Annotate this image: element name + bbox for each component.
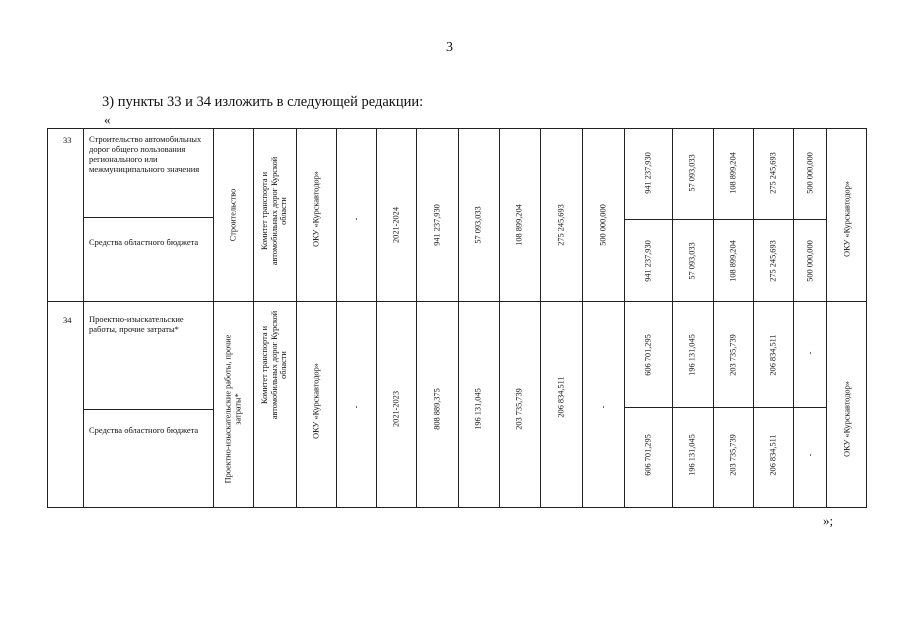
row-33-fin-top-3: 108 899,204 xyxy=(728,152,738,194)
row-34-fin-top-3: 203 735,739 xyxy=(728,334,738,376)
row-33-fin-top-4: 275 245,693 xyxy=(768,152,778,194)
row-34-dash: - xyxy=(351,405,361,409)
row-34-fin-top-4: 206 834,511 xyxy=(768,334,778,376)
row-33-total: 941 237,930 xyxy=(432,204,442,246)
row-33-recipient: ОКУ «Курскавтодор» xyxy=(842,181,852,257)
amendment-heading: 3) пункты 33 и 34 изложить в следующей редакции: xyxy=(102,94,424,110)
row-33-administrator: Комитет транспорта и автомобильных дорог Курской области xyxy=(259,156,288,266)
row-33-period: 2021-2024 xyxy=(391,207,401,243)
row-34-fin-top-2: 196 131,045 xyxy=(687,334,697,376)
program-table xyxy=(47,128,867,508)
row-33-year-4: 500 000,000 xyxy=(598,204,608,246)
row-33-fin-top-2: 57 093,033 xyxy=(687,154,697,192)
row-34-year-1: 196 131,045 xyxy=(473,388,483,430)
row-34-number: 34 xyxy=(63,315,72,325)
row-34-fin-bottom-2: 196 131,045 xyxy=(687,434,697,476)
row-34-year-2: 203 735,739 xyxy=(514,388,524,430)
row-33-fin-top-1: 941 237,930 xyxy=(643,152,653,194)
row-34-year-4: - xyxy=(598,405,608,409)
row-33-fin-bottom-4: 275 245,693 xyxy=(768,240,778,282)
row-33-executor: ОКУ «Курскавтодор» xyxy=(311,171,321,247)
row-34-executor: ОКУ «Курскавтодор» xyxy=(311,363,321,439)
row-34-recipient: ОКУ «Курскавтодор» xyxy=(842,381,852,457)
row-34-fin-top-5: - xyxy=(805,351,815,355)
row-33-fin-bottom-1: 941 237,930 xyxy=(643,240,653,282)
page-number: 3 xyxy=(446,40,453,55)
row-34-fin-bottom-3: 203 735,739 xyxy=(728,434,738,476)
row-33-name: Строительство автомобильных дорог общего пользования регионального или межмуниципального значения xyxy=(89,134,202,174)
row-33-fin-bottom-2: 57 093,033 xyxy=(687,242,697,280)
row-33-year-3: 275 245,693 xyxy=(556,204,566,246)
row-34-fin-bottom-1: 606 701,295 xyxy=(643,434,653,476)
row-34-administrator: Комитет транспорта и автомобильных дорог Курской области xyxy=(259,310,288,420)
row-33-year-2: 108 899,204 xyxy=(514,204,524,246)
row-34-work-type: Проектно-изыскательские работы, прочие затраты* xyxy=(223,334,242,484)
row-34-fin-bottom-5: - xyxy=(805,453,815,457)
row-34-year-3: 206 834,511 xyxy=(556,376,566,418)
row-33-year-1: 57 093,033 xyxy=(473,206,483,244)
row-34-name: Проектно-изыскательские работы, прочие затраты* xyxy=(89,314,184,334)
row-33-fin-top-5: 500 000,000 xyxy=(805,152,815,194)
row-34-total: 808 889,375 xyxy=(432,388,442,430)
closing-quote: »; xyxy=(823,513,834,528)
row-34-fin-bottom-4: 206 834,511 xyxy=(768,434,778,476)
row-33-fin-bottom-5: 500 000,000 xyxy=(805,240,815,282)
opening-quote: « xyxy=(104,112,111,127)
row-33-number: 33 xyxy=(63,135,72,145)
row-33-work-type: Строительство xyxy=(228,188,238,242)
row-33-dash: - xyxy=(351,217,361,221)
row-34-period: 2021-2023 xyxy=(391,391,401,427)
row-33-fin-bottom-3: 108 899,204 xyxy=(728,240,738,282)
row-34-fin-top-1: 606 701,295 xyxy=(643,334,653,376)
row-33-funding-source: Средства областного бюджета xyxy=(89,237,199,247)
row-34-funding-source: Средства областного бюджета xyxy=(89,425,199,435)
